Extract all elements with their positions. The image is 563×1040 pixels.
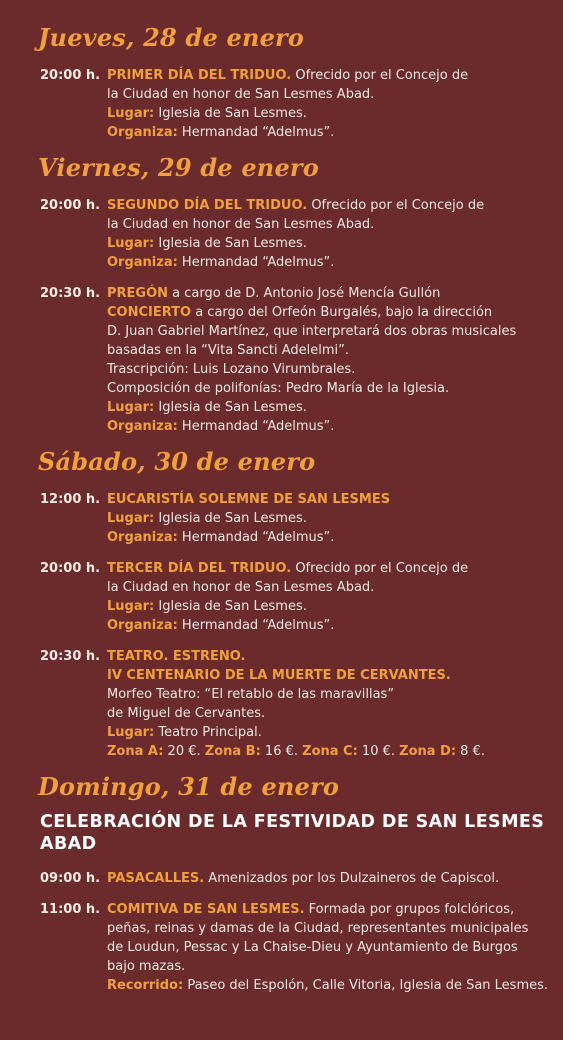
event-line xyxy=(107,559,539,578)
event-text: la Ciudad en honor de San Lesmes Abad. xyxy=(107,580,375,595)
event-item xyxy=(40,559,563,635)
event-line xyxy=(107,723,539,742)
event-text: D. Juan Gabriel Martínez, que interpretará dos obras musicales xyxy=(107,324,517,339)
event-highlight-text: Lugar: xyxy=(107,725,155,740)
event-highlight-text: Lugar: xyxy=(107,106,155,121)
event-highlight-text: SEGUNDO DÍA DEL TRIDUO. xyxy=(107,198,308,213)
event-list xyxy=(0,490,563,761)
event-details xyxy=(107,196,539,272)
event-text: Hermandad “Adelmus”. xyxy=(177,530,335,545)
event-line xyxy=(107,234,539,253)
event-item xyxy=(40,490,563,547)
event-highlight-text: PRIMER DÍA DEL TRIDUO. xyxy=(107,68,292,83)
event-line xyxy=(107,215,539,234)
event-line xyxy=(107,196,539,215)
event-text: Morfeo Teatro: “El retablo de las maravillas” xyxy=(107,687,395,702)
event-highlight-text: Organiza: xyxy=(107,125,178,140)
event-time: 20:00 h. xyxy=(40,561,101,576)
event-line xyxy=(107,597,539,616)
day-section xyxy=(0,448,563,761)
event-highlight-text: PASACALLES. xyxy=(107,871,205,886)
event-highlight-text: Organiza: xyxy=(107,530,178,545)
event-time: 20:30 h. xyxy=(40,649,101,664)
event-line xyxy=(107,742,539,761)
event-line xyxy=(107,919,539,938)
event-time: 20:00 h. xyxy=(40,198,101,213)
event-details xyxy=(107,66,539,142)
event-details xyxy=(107,647,539,761)
event-item xyxy=(40,284,563,436)
day-section xyxy=(0,24,563,142)
event-details xyxy=(107,284,539,436)
event-list xyxy=(0,869,563,995)
event-text: Ofrecido por el Concejo de xyxy=(307,198,485,213)
event-text: basadas en la “Vita Sancti Adelelmi”. xyxy=(107,343,350,358)
day-title: Jueves, 28 de enero xyxy=(38,23,305,52)
event-line xyxy=(107,322,539,341)
event-text: Paseo del Espolón, Calle Vitoria, Iglesia de San Lesmes. xyxy=(183,978,549,993)
event-text: Hermandad “Adelmus”. xyxy=(177,618,335,633)
event-line xyxy=(107,490,539,509)
event-details xyxy=(107,869,539,888)
event-details xyxy=(107,559,539,635)
event-line xyxy=(107,528,539,547)
day-title: Viernes, 29 de enero xyxy=(38,153,319,182)
event-text: Trascripción: Luis Lozano Virumbrales. xyxy=(107,362,356,377)
day-title: Domingo, 31 de enero xyxy=(38,772,340,801)
event-line xyxy=(107,957,539,976)
event-text: a cargo de D. Antonio José Mencía Gullón xyxy=(168,286,441,301)
event-line xyxy=(107,869,539,888)
event-line xyxy=(107,341,539,360)
event-list xyxy=(0,196,563,436)
event-text: Composición de polifonías: Pedro María de la Iglesia. xyxy=(107,381,450,396)
event-item xyxy=(40,196,563,272)
event-line xyxy=(107,938,539,957)
event-line xyxy=(107,66,539,85)
event-highlight-text: Zona D: xyxy=(399,744,457,759)
event-line xyxy=(107,417,539,436)
event-text: Hermandad “Adelmus”. xyxy=(177,255,335,270)
event-time: 20:30 h. xyxy=(40,286,101,301)
event-text: Iglesia de San Lesmes. xyxy=(154,400,307,415)
event-highlight-text: Recorrido: xyxy=(107,978,184,993)
event-time: 12:00 h. xyxy=(40,492,101,507)
event-item xyxy=(40,869,563,888)
event-highlight-text: IV CENTENARIO DE LA MUERTE DE CERVANTES. xyxy=(107,668,451,683)
event-text: Ofrecido por el Concejo de xyxy=(291,68,469,83)
event-line xyxy=(107,509,539,528)
event-highlight-text: Lugar: xyxy=(107,599,155,614)
event-text: peñas, reinas y damas de la Ciudad, representantes municipales xyxy=(107,921,529,936)
event-details xyxy=(107,900,549,995)
event-text: Teatro Principal. xyxy=(154,725,262,740)
event-highlight-text: PREGÓN xyxy=(107,286,169,301)
event-highlight-text: TEATRO. ESTRENO. xyxy=(107,649,246,664)
event-highlight-text: TERCER DÍA DEL TRIDUO. xyxy=(107,561,292,576)
event-text: la Ciudad en honor de San Lesmes Abad. xyxy=(107,87,375,102)
day-section xyxy=(0,773,563,995)
program-days xyxy=(0,24,563,995)
event-text: a cargo del Orfeón Burgalés, bajo la dirección xyxy=(191,305,493,320)
day-subtitle: CELEBRACIÓN DE LA FESTIVIDAD DE SAN LESMES ABAD xyxy=(40,812,545,854)
event-line xyxy=(107,578,539,597)
event-text: 20 €. xyxy=(163,744,205,759)
event-text: la Ciudad en honor de San Lesmes Abad. xyxy=(107,217,375,232)
event-highlight-text: Lugar: xyxy=(107,236,155,251)
event-text: de Loudun, Pessac y La Chaise-Dieu y Ayuntamiento de Burgos xyxy=(107,940,518,955)
event-line xyxy=(107,647,539,666)
day-title: Sábado, 30 de enero xyxy=(38,447,316,476)
event-highlight-text: Organiza: xyxy=(107,255,178,270)
event-text: 16 €. xyxy=(260,744,303,759)
event-line xyxy=(107,704,539,723)
event-line xyxy=(107,85,539,104)
event-time: 20:00 h. xyxy=(40,68,101,83)
event-highlight-text: Organiza: xyxy=(107,618,178,633)
event-line xyxy=(107,284,539,303)
event-text: bajo mazas. xyxy=(107,959,186,974)
event-highlight-text: Organiza: xyxy=(107,419,178,434)
event-text: Iglesia de San Lesmes. xyxy=(154,236,307,251)
event-line xyxy=(107,900,539,919)
event-text: Ofrecido por el Concejo de xyxy=(291,561,469,576)
event-line xyxy=(107,398,539,417)
event-line xyxy=(107,379,539,398)
event-text: Amenizados por los Dulzaineros de Capiscol. xyxy=(204,871,500,886)
event-highlight-text: Zona B: xyxy=(204,744,261,759)
event-highlight-text: COMITIVA DE SAN LESMES. xyxy=(107,902,305,917)
event-line xyxy=(107,104,539,123)
event-text: Hermandad “Adelmus”. xyxy=(177,125,335,140)
event-list xyxy=(0,66,563,142)
event-text: Iglesia de San Lesmes. xyxy=(154,599,307,614)
event-line xyxy=(107,976,549,995)
event-highlight-text: Lugar: xyxy=(107,400,155,415)
event-item xyxy=(40,647,563,761)
event-item xyxy=(40,66,563,142)
event-highlight-text: Zona C: xyxy=(302,744,358,759)
event-line xyxy=(107,253,539,272)
event-item xyxy=(40,900,563,995)
day-section xyxy=(0,154,563,436)
event-line xyxy=(107,685,539,704)
event-text: Iglesia de San Lesmes. xyxy=(154,511,307,526)
event-line xyxy=(107,360,539,379)
event-text: Formada por grupos folclóricos, xyxy=(304,902,515,917)
event-line xyxy=(107,303,539,322)
event-highlight-text: Zona A: xyxy=(107,744,164,759)
event-line xyxy=(107,666,539,685)
event-details xyxy=(107,490,539,547)
event-text: Hermandad “Adelmus”. xyxy=(177,419,335,434)
event-highlight-text: Lugar: xyxy=(107,511,155,526)
event-highlight-text: EUCARISTÍA SOLEMNE DE SAN LESMES xyxy=(107,492,391,507)
event-text: de Miguel de Cervantes. xyxy=(107,706,266,721)
event-line xyxy=(107,123,539,142)
event-text: Iglesia de San Lesmes. xyxy=(154,106,307,121)
event-line xyxy=(107,616,539,635)
event-time: 11:00 h. xyxy=(40,902,101,917)
event-text: 10 €. xyxy=(357,744,400,759)
event-highlight-text: CONCIERTO xyxy=(107,305,192,320)
event-text: 8 €. xyxy=(456,744,485,759)
event-time: 09:00 h. xyxy=(40,871,101,886)
